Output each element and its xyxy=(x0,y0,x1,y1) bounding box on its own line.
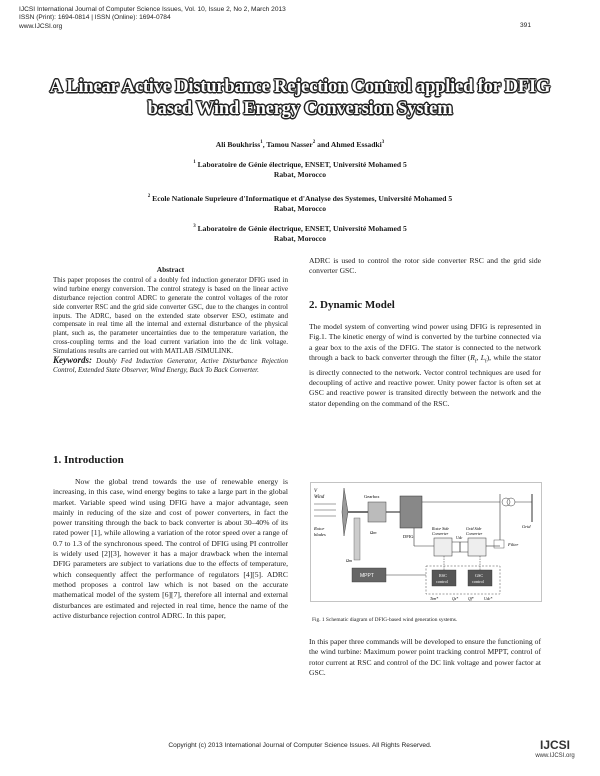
gearbox-box xyxy=(368,502,386,522)
wind-label: V xyxy=(314,489,318,494)
keywords-label: Keywords: xyxy=(53,355,92,366)
para1-b: ), while the stator is directly connected to the network. Vector control techniques are used for decoupling of active and reactive power. Unity power factor is often set at GSC and reactive power is transited directly between the network and the stator depending on the command of the RSC. xyxy=(309,352,542,408)
aff1-sup: 1 xyxy=(193,160,196,165)
header-line-1: IJCSI International Journal of Computer Science Issues, Vol. 10, Issue 2, No 2, March 2013 xyxy=(19,6,286,13)
dynamic-model-para xyxy=(309,322,541,409)
author-1-sup: 1 xyxy=(260,140,263,145)
para1-l: L xyxy=(480,352,485,362)
affiliation-3 xyxy=(0,224,600,244)
aff3-line2: Rabat, Morocco xyxy=(273,234,327,243)
ijcsi-logo xyxy=(535,737,575,769)
gsc-conv-label: Grid Side xyxy=(466,526,482,531)
rsc-control-label-2: control xyxy=(436,579,448,584)
filter-label: Filter xyxy=(508,542,519,547)
author-list xyxy=(0,140,600,150)
transformer-icon xyxy=(502,498,510,506)
rotor-label: Rotor xyxy=(314,526,325,531)
figure-caption: Fig. 1 Schematic diagram of DFIG-based wind generation systems. xyxy=(312,617,458,623)
aff1-line2: Rabat, Morocco xyxy=(273,170,327,179)
rsc-conv-label-2: Converter xyxy=(432,531,449,536)
title-line-2: based Wind Energy Conversion System xyxy=(147,99,453,119)
intro-body: Now the global trend towards the use of renewable energy is increasing, in this case, wind energy begins to take a large part in the global market. Variable speed wind using DFIG have a major advantage, seen mainly in reducing of the size and cost of power converters, in fact the power transiting through the back to back converter is about 30–40% of its rated power [1], while allowing a variation of the rotor speed over a range of 0.7 to 1.3 of the synchronous speed. The control of DFIG using PI controller is widely used [2][3], however it has a major drawback when the internal DFIG parameters are subject to variations due to the effects of temperature, which consequently affect the performance of regulators [4][5]. ADRC method proposes a control law which is not based on the accurate mathematical model of the system [6][7], therefore all internal and external disturbances are estimated and rejected in real time, hence the name of the active disturbance rejection control ADRC. In this paper, xyxy=(53,477,288,620)
wind-arrows-icon xyxy=(314,504,336,516)
omega-label-2: Ωm xyxy=(346,558,353,563)
title-line-1: A Linear Active Disturbance Rejection Control applied for DFIG xyxy=(49,77,551,97)
tower xyxy=(354,518,360,560)
rotor-label-2: blades xyxy=(314,532,326,537)
aff2-line1: Ecole Nationale Suprieure d'Informatique et d'Analyse des Systemes, Université Mohamed 5 xyxy=(150,194,453,203)
rsc-control-label: RSC xyxy=(439,573,447,578)
aff2-line2: Rabat, Morocco xyxy=(273,204,327,213)
gsc-control-label-2: control xyxy=(472,579,484,584)
mppt-label: MPPT xyxy=(360,573,374,579)
qs-ref: Qs* xyxy=(452,597,459,601)
author-3: and Ahmed Essadki xyxy=(315,140,382,149)
rsc-conv-label: Rotor Side xyxy=(432,526,449,531)
dfig-machine xyxy=(400,496,422,528)
abstract-heading: Abstract xyxy=(156,265,185,274)
intro-heading: 1. Introduction xyxy=(53,454,124,466)
dynamic-model-body xyxy=(309,322,541,409)
tem-ref: Tem* xyxy=(430,597,439,601)
aff1-line1: Laboratoire de Génie électrique, ENSET, Université Mohamed 5 xyxy=(195,160,407,169)
wind-label-2: Wind xyxy=(314,495,325,500)
para1-lsub: f xyxy=(484,359,487,365)
affiliation-2 xyxy=(0,194,600,214)
abstract-block xyxy=(53,266,288,375)
dynamic-model-heading: 2. Dynamic Model xyxy=(309,299,395,311)
omega-label: Ωm xyxy=(370,530,377,535)
gsc-control-label: GSC xyxy=(475,573,484,578)
gearbox-label: Gearbox xyxy=(364,494,380,499)
keywords xyxy=(53,356,288,375)
para1-r: R xyxy=(470,352,475,362)
para1-rsub: f xyxy=(474,359,477,365)
gsc-converter-box xyxy=(468,538,486,556)
copyright-footer: Copyright (c) 2013 International Journal of Computer Science Issues. All Rights Reserved. xyxy=(168,742,432,749)
abstract-body: This paper proposes the control of a doubly fed induction generator DFIG used in wind turbine energy conversion. The control strategy is based on the linear active disturbance rejection control ADRC to generate the control voltages of the rotor side converter RSC and the grid side converter GSC, due to the changes in control inputs. The ADRC, based on the extended state observer ESO, estimate and compensate in real time all the internal and external disturbance of the physical plant, such as, the parameter uncertainties due to the temperature variation, the cross-coupling terms and the load current variation into the dc link voltage. Simulations results are carried out with MATLAB /SIMULINK. xyxy=(53,275,288,356)
rsc-converter-box xyxy=(434,538,452,556)
right-para2-block xyxy=(309,637,541,678)
blades-icon xyxy=(342,488,348,536)
qf-ref: Qf* xyxy=(468,597,474,601)
para1-sep: , xyxy=(476,352,481,362)
dfig-label: DFIG xyxy=(403,534,414,539)
aff3-sup: 3 xyxy=(193,224,196,229)
header-line-2: ISSN (Print): 1694-0814 | ISSN (Online): 1694-0784 xyxy=(19,14,171,22)
header-line-3: www.IJCSI.org xyxy=(19,22,63,30)
intro-column xyxy=(53,477,288,621)
author-3-sup: 3 xyxy=(381,140,385,145)
grid-label: Grid xyxy=(522,524,531,529)
author-2: , Tamou Nasser xyxy=(262,140,313,149)
journal-header xyxy=(19,6,589,31)
affiliation-1 xyxy=(0,160,600,180)
author-2-sup: 2 xyxy=(312,140,316,145)
right-cont-text: ADRC is used to control the rotor side converter RSC and the grid side converter GSC. xyxy=(309,256,541,276)
gsc-conv-label-2: Converter xyxy=(466,531,483,536)
author-1: Ali Boukhriss xyxy=(215,140,261,149)
filter-box xyxy=(494,540,504,548)
paper-title xyxy=(20,76,580,120)
para1-a: The model system of converting wind power using DFIG is represented in Fig.1. The kinetic energy of wind is converted by the turbine connected via a gear box to the axis of the DFIG. The stator is connected to the network through a back to back converter through the filter ( xyxy=(309,322,541,362)
keywords-text: Doubly Fed Induction Generator, Active Disturbance Rejection Control, Extended State Observer, Wind Energy, Back To Back Converter. xyxy=(53,357,288,374)
right-para2: In this paper three commands will be developed to ensure the functioning of the wind turbine: Maximum power point tracking control MPPT, control of rotor current at RSC and control of the DC link voltage and power factor at GSC. xyxy=(309,637,541,677)
dfig-schematic-figure xyxy=(310,482,542,602)
udc-ref: Udc* xyxy=(484,597,493,601)
logo-text: IJCSI xyxy=(539,738,570,752)
logo-url: www.IJCSI.org xyxy=(535,753,575,759)
aff3-line1: Laboratoire de Génie électrique, ENSET, Université Mohamed 5 xyxy=(195,224,407,233)
page-number: 391 xyxy=(519,22,531,29)
right-cont xyxy=(309,256,541,277)
aff2-sup: 2 xyxy=(147,194,151,199)
udc-label: Udc xyxy=(456,536,463,540)
